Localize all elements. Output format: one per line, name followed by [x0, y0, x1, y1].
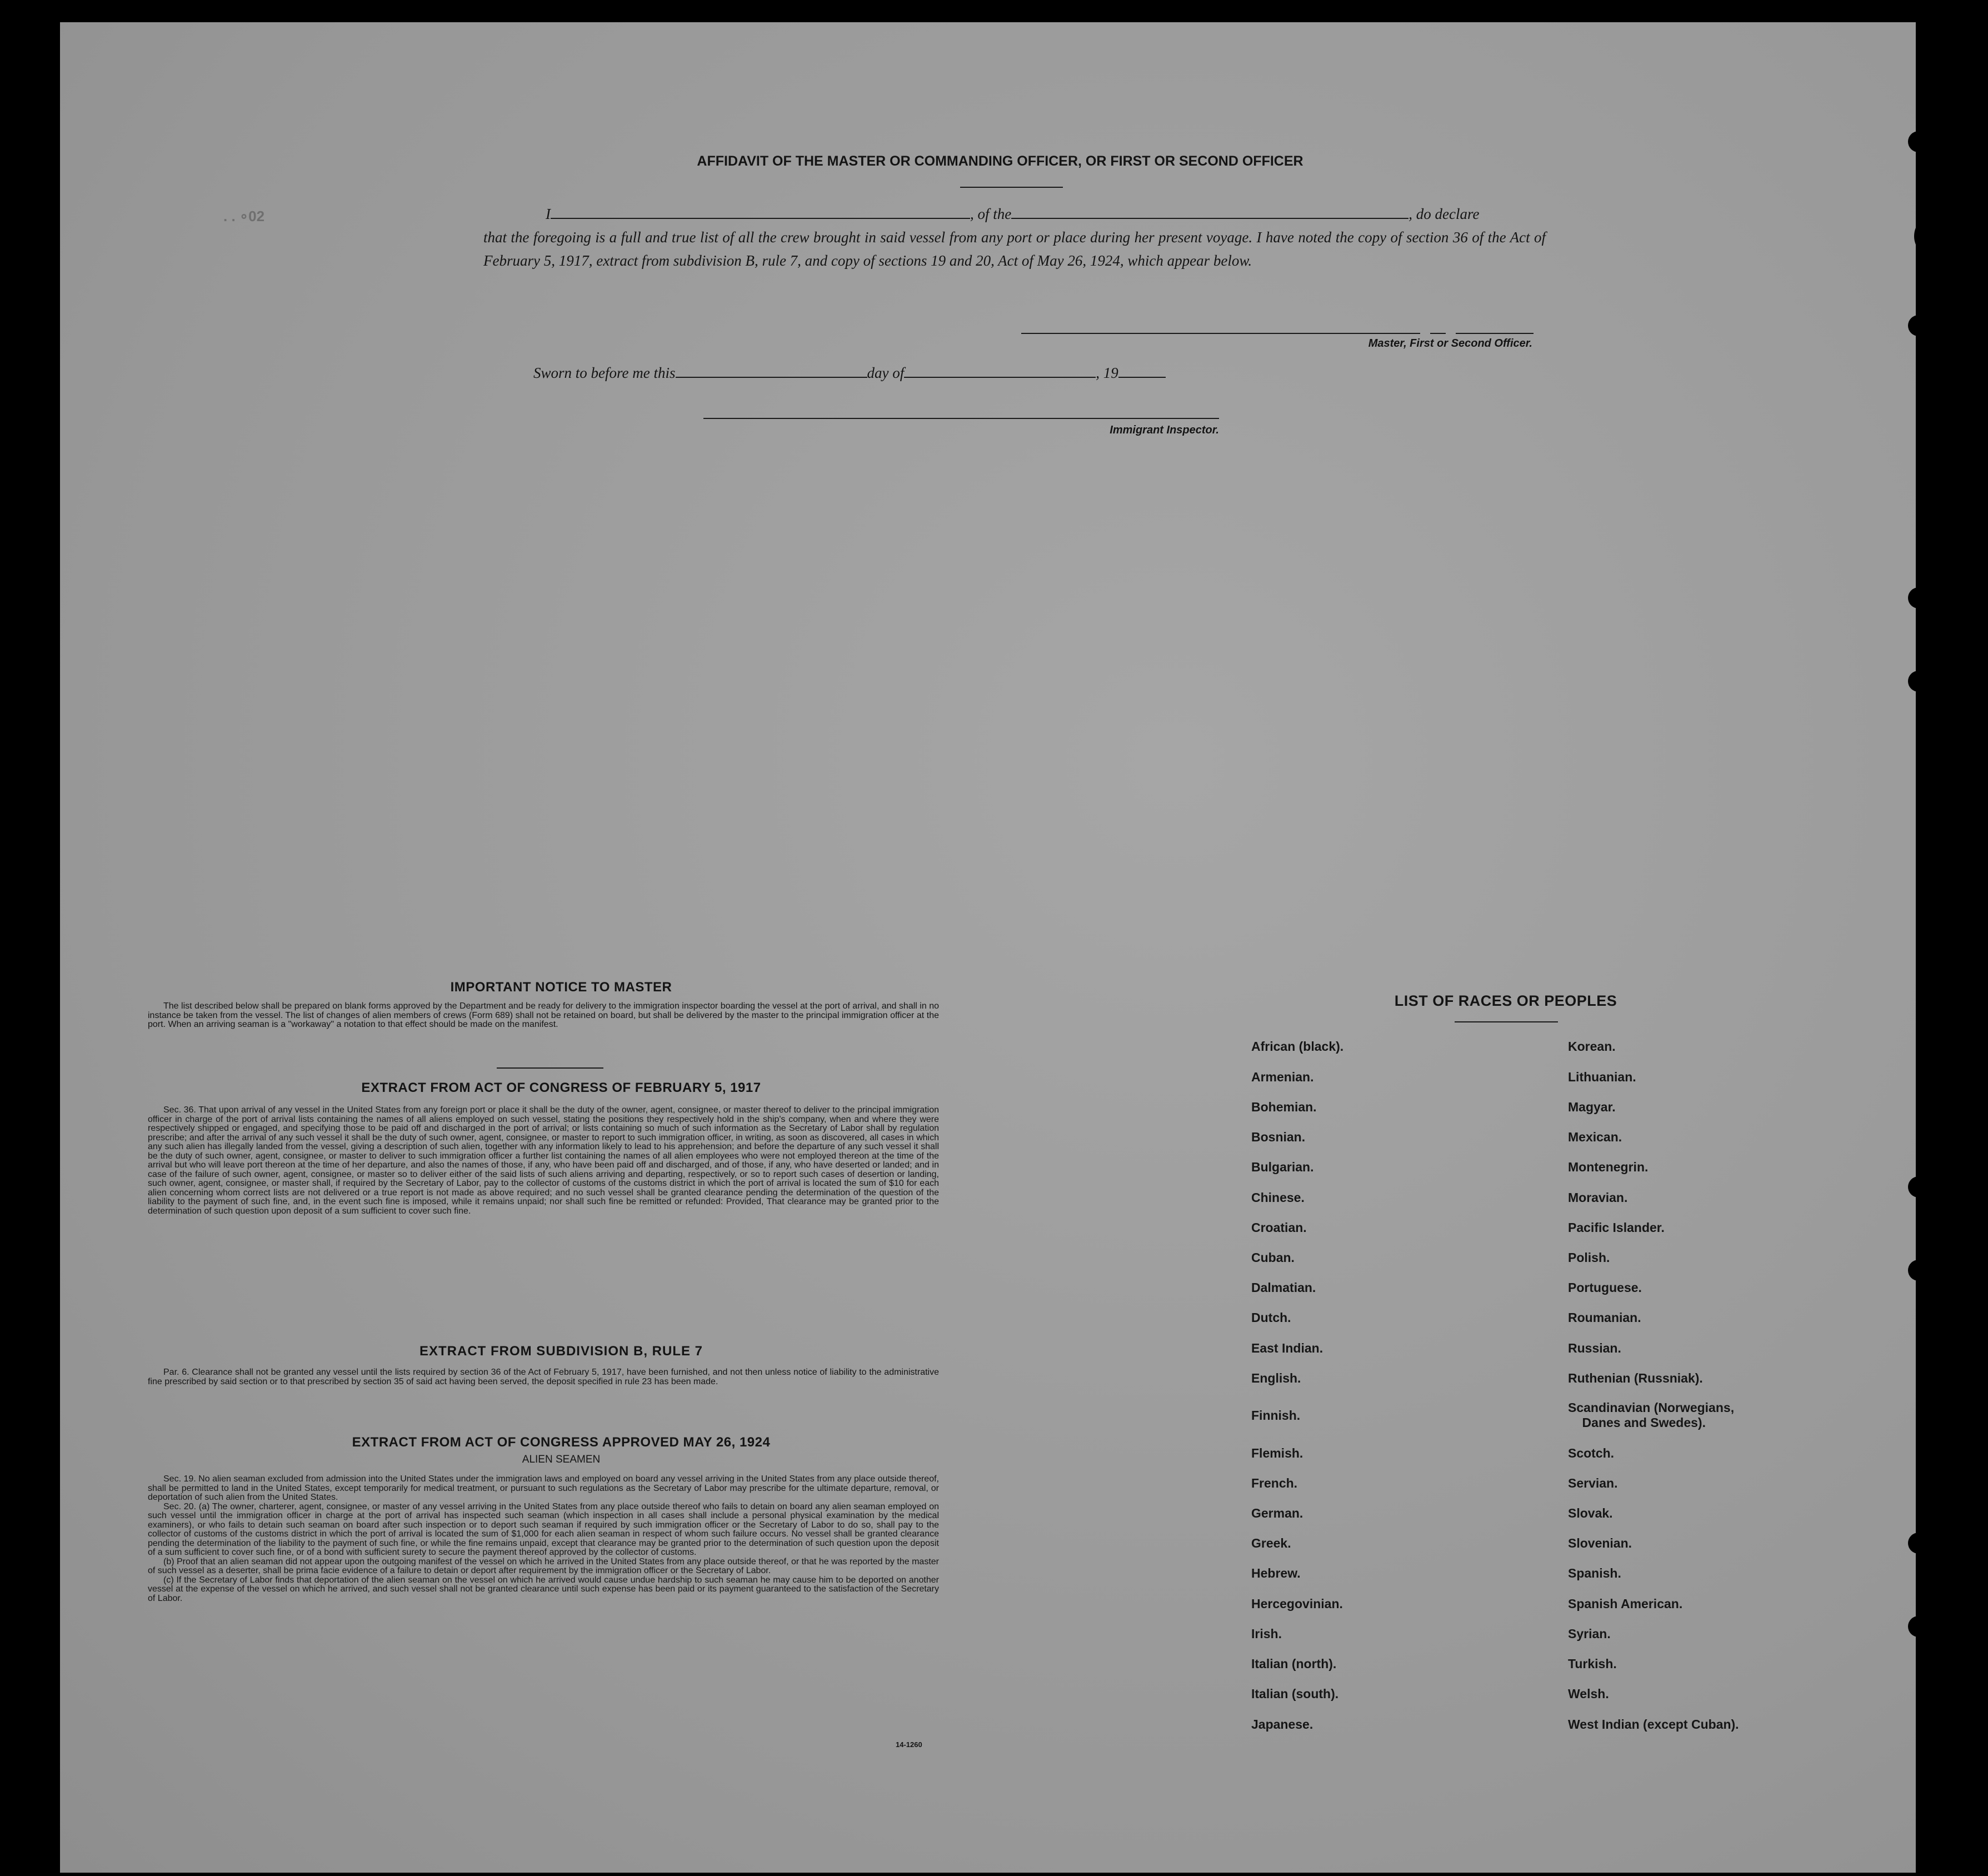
binder-hole [1908, 587, 1929, 608]
affidavit-title: AFFIDAVIT OF THE MASTER OR COMMANDING OFFICER, OR FIRST OR SECOND OFFICER [697, 153, 1303, 169]
of-label: , of the [970, 206, 1012, 222]
race-left-item: Cuban. [1251, 1250, 1295, 1265]
races-title: LIST OF RACES OR PEOPLES [1394, 992, 1617, 1009]
year-label: , 19 [1096, 365, 1118, 381]
declarant-label: I [546, 206, 551, 222]
alien-seamen-subtitle: ALIEN SEAMEN [522, 1454, 601, 1465]
affidavit-declaration-line [483, 202, 1539, 226]
section-36-paragraph: Sec. 36. That upon arrival of any vessel in the United States from any foreign port or place it shall be the duty of the owner, agent, consignee, or master thereof to deliver to the principal immigration officer in charge of the port of arrival lists containing the names of all aliens employed on such vessel, stating the positions they respectively hold in the ship's company, when and where they were respectively shipped or engaged, and specifying those to be paid off and discharged in the port of arrival; or lists containing so much of such information as the Secretary of Labor shall by regulation prescribe; and after the arrival of any such vessel it shall be the duty of such owner, agent, consignee, or master to report to such immigration officer, in writing, as soon as discovered, all cases in which any such alien has illegally landed from the vessel, giving a description of such alien, together with any information likely to lead to his apprehension; and before the departure of any such vessel it shall be the duty of such owner, agent, consignee, or master to deliver to such immigration officer a further list containing the names of all alien employees who were not employed thereon at the time of the arrival but who will leave port thereon at the time of her departure, and also the names of those, if any, who have been paid off and discharged, and of those, if any, who have deserted or landed; and in case of the failure of such owner, agent, consignee, or master so to deliver either of the said lists of such aliens arriving and departing, respectively, or so to report such cases of desertion or landing, such owner, agent, consignee, or master shall, if required by the Secretary of Labor, pay to the collector of customs of the customs district in which the port of arrival is located the sum of $10 for each alien concerning whom correct lists are not delivered or a true report is not made as above required; and no such vessel shall be granted clearance pending the determination of the question of the liability to the payment of such fine, and, in the event such fine is imposed, while it remains unpaid; nor shall such fine be remitted or refunded: Provided, That clearance may be granted prior to the determination of such question upon deposit of a sum sufficient to cover such fine. [148, 1105, 939, 1216]
race-left-item: Greek. [1251, 1536, 1291, 1550]
master-title-line [1456, 333, 1534, 334]
day-of-label: day of [867, 365, 905, 381]
race-left-item: Chinese. [1251, 1190, 1305, 1205]
sworn-day-field[interactable] [676, 377, 867, 378]
race-left-item: Dalmatian. [1251, 1280, 1316, 1295]
race-right-item: Spanish American. [1568, 1596, 1683, 1611]
title-underline [960, 187, 1063, 188]
extract-1924-title: EXTRACT FROM ACT OF CONGRESS APPROVED MAY 26, 1924 [352, 1435, 771, 1450]
inspector-label: Immigrant Inspector. [1110, 424, 1219, 436]
sworn-label: Sworn to before me this [533, 365, 676, 381]
race-right-item: Polish. [1568, 1250, 1610, 1265]
race-left-item: Finnish. [1251, 1408, 1301, 1423]
section-20a-paragraph: Sec. 20. (a) The owner, charterer, agent, consignee, or master of any vessel arriving in the United States from any place outside thereof who fails to detain on board any alien seaman employed on such vessel until the immigration officer in charge at the port of arrival has inspected such seaman (which inspection in all cases shall include a personal physical examination by the medical examiners), or who fails to detain such seaman on board after such inspection or to deport such seaman if required by such immigration officer or the Secretary of Labor to do so, shall pay to the collector of customs of the customs district in which the port of arrival is located the sum of $1,000 for each alien seaman in respect of whom such failure occurs. No vessel shall be granted clearance pending the determination of the liability to the payment of such fine, or while the fine remains unpaid, except that clearance may be granted prior to the determination of such question upon the deposit of a sum sufficient to cover such fine, or of a bond with sufficient surety to secure the payment thereof approved by the collector of customs. [148, 1501, 939, 1557]
rule7-text [148, 1368, 939, 1386]
notice-paragraph: The list described below shall be prepared on blank forms approved by the Department and be ready for delivery to the immigration inspector boarding the vessel at the port of arrival, and shall in no instance be taken from the vessel. The list of changes of alien members of crews (Form 689) shall not be retained on board, but shall be delivered by the master to the principal immigration officer at the port. When an arriving seaman is a "workaway" a notation to that effect should be made on the manifest. [148, 1001, 939, 1029]
race-right-item: Scotch. [1568, 1446, 1615, 1460]
race-left-item: Italian (south). [1251, 1687, 1339, 1701]
sworn-year-field[interactable] [1118, 377, 1166, 378]
race-right-item: Roumanian. [1568, 1310, 1641, 1325]
form-number: 14-1260 [896, 1740, 922, 1749]
faded-stamp-mark: . . ∘02 [223, 208, 265, 224]
race-right-item: Scandinavian (Norwegians, Danes and Swedes). [1568, 1400, 1735, 1430]
binder-hole [1908, 1260, 1929, 1281]
binder-hole [1908, 315, 1929, 336]
section-19-paragraph: Sec. 19. No alien seaman excluded from admission into the United States under the immigration laws and employed on board any vessel arriving in the United States from any place outside thereof, shall be permitted to land in the United States, except temporarily for medical treatment, or pursuant to such regulations as the Secretary of Labor may prescribe for the ultimate departure, removal, or deportation of such alien from the United States. [148, 1474, 939, 1502]
race-right-item: Ruthenian (Russniak). [1568, 1371, 1703, 1385]
extract-1924-text [148, 1475, 939, 1603]
race-right-item: Welsh. [1568, 1687, 1609, 1701]
master-signature-line-short [1430, 333, 1446, 334]
race-left-item: African (black). [1251, 1039, 1344, 1054]
race-right-item: Portuguese. [1568, 1280, 1642, 1295]
rule7-title: EXTRACT FROM SUBDIVISION B, RULE 7 [419, 1344, 703, 1359]
race-right-item: Pacific Islander. [1568, 1220, 1665, 1235]
race-right-item: Spanish. [1568, 1566, 1621, 1580]
race-left-item: German. [1251, 1506, 1303, 1520]
race-right-item: Slovenian. [1568, 1536, 1632, 1550]
section-20c-paragraph: (c) If the Secretary of Labor finds that deportation of the alien seaman on the vessel on which he arrived would cause undue hardship to such seaman he may cause him to be deported on another vessel at the expense of the vessel on which he arrived, and such vessel shall not be granted clearance until such expense has been paid or its payment guaranteed to the satisfaction of the Secretary of Labor. [148, 1575, 939, 1603]
race-right-item: Slovak. [1568, 1506, 1613, 1520]
master-label: Master, First or Second Officer. [1368, 337, 1532, 350]
sworn-line [533, 361, 1256, 385]
par-6-paragraph: Par. 6. Clearance shall not be granted any vessel until the lists required by section 36 of the Act of February 5, 1917, have been furnished, and not then unless notice of liability to the administrative fine prescribed by said section or to that prescribed by section 35 of said act having been served, the deposit specified in rule 23 has been made. [148, 1368, 939, 1386]
extract-1917-title: EXTRACT FROM ACT OF CONGRESS OF FEBRUARY 5, 1917 [361, 1080, 761, 1095]
binder-hole [1908, 1533, 1929, 1554]
race-right-item: Magyar. [1568, 1100, 1616, 1114]
binder-hole [1908, 1616, 1929, 1637]
race-left-item: Armenian. [1251, 1070, 1314, 1084]
notice-text [148, 1002, 939, 1030]
race-right-item: Servian. [1568, 1476, 1618, 1490]
race-left-item: Dutch. [1251, 1310, 1291, 1325]
race-right-item: Lithuanian. [1568, 1070, 1636, 1084]
race-left-item: Irish. [1251, 1626, 1282, 1641]
race-left-item: French. [1251, 1476, 1298, 1490]
race-left-item: Bohemian. [1251, 1100, 1317, 1114]
affidavit-body: that the foregoing is a full and true list of all the crew brought in said vessel from any port or place during her present voyage. I have noted the copy of section 36 of the Act of February 5, 1917, extract from subdivision B, rule 7, and copy of sections 19 and 20, Act of May 26, 1924, which appear below. [483, 229, 1546, 269]
declare-label: , do declare [1408, 206, 1480, 222]
binder-hole [1908, 1176, 1929, 1198]
race-left-item: Italian (north). [1251, 1657, 1337, 1671]
race-left-item: Japanese. [1251, 1717, 1313, 1732]
binder-hole [1908, 671, 1929, 692]
notice-title: IMPORTANT NOTICE TO MASTER [450, 980, 672, 995]
race-right-item: Turkish. [1568, 1657, 1617, 1671]
declarant-name-field[interactable] [551, 218, 970, 219]
race-right-item: West Indian (except Cuban). [1568, 1717, 1739, 1732]
race-left-item: Flemish. [1251, 1446, 1303, 1460]
extract-1917-text [148, 1106, 939, 1216]
sworn-month-field[interactable] [904, 377, 1096, 378]
race-right-item: Russian. [1568, 1341, 1621, 1355]
race-left-item: Hebrew. [1251, 1566, 1301, 1580]
race-left-item: Croatian. [1251, 1220, 1307, 1235]
race-left-item: Bulgarian. [1251, 1160, 1314, 1174]
vessel-name-field[interactable] [1011, 218, 1408, 219]
race-right-item: Moravian. [1568, 1190, 1628, 1205]
binder-hole [1908, 131, 1929, 152]
race-left-item: East Indian. [1251, 1341, 1323, 1355]
race-right-item: Syrian. [1568, 1626, 1611, 1641]
binder-notch [1914, 214, 1953, 258]
section-20b-paragraph: (b) Proof that an alien seaman did not appear upon the outgoing manifest of the vessel on which he arrived in the United States from any place outside thereof, or that he was reported by the master of such vessel as a deserter, shall be prima facie evidence of a failure to detain or deport after requirement by the immigration officer or the Secretary of Labor. [148, 1556, 939, 1575]
race-right-item: Korean. [1568, 1039, 1616, 1054]
race-right-item: Montenegrin. [1568, 1160, 1649, 1174]
race-left-item: Hercegovinian. [1251, 1596, 1343, 1611]
inspector-signature-line[interactable] [703, 418, 1219, 419]
races-divider [1455, 1021, 1558, 1022]
notice-divider [497, 1067, 603, 1069]
race-left-item: Bosnian. [1251, 1130, 1306, 1144]
race-left-item: English. [1251, 1371, 1301, 1385]
master-signature-line[interactable] [1021, 333, 1420, 334]
race-right-item: Mexican. [1568, 1130, 1622, 1144]
